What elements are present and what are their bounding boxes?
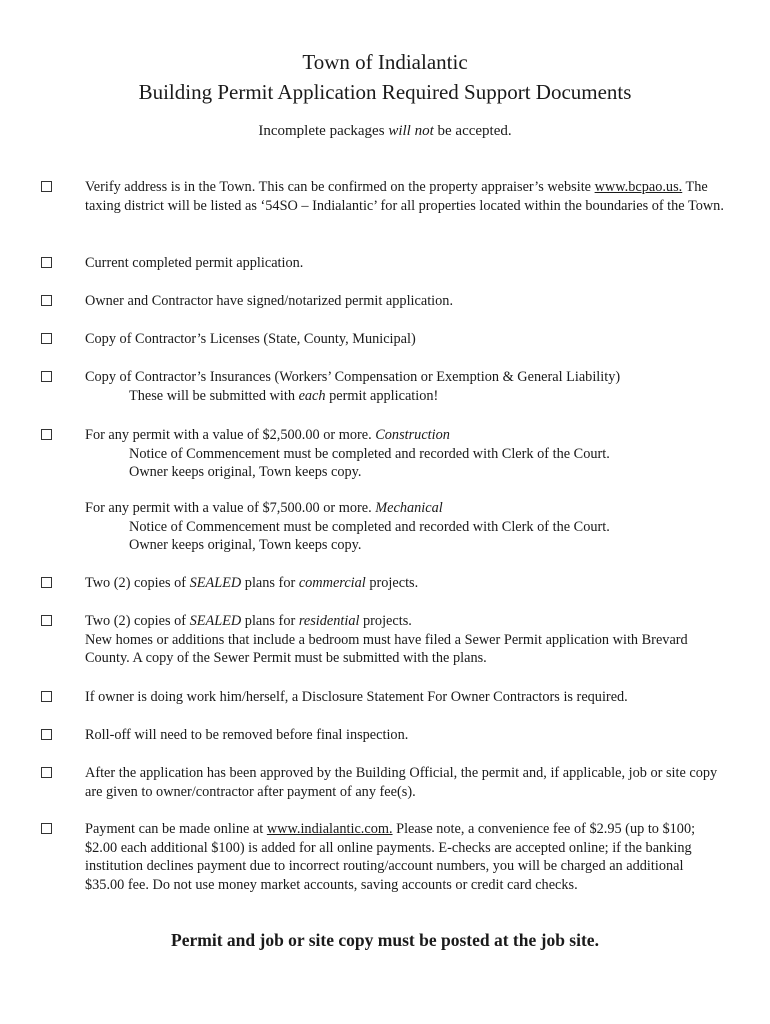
verify-text-pre: Verify address is in the Town. This can be confirmed on the property appraiser’s website <box>85 179 595 195</box>
residential-label: residential <box>298 613 360 629</box>
subtitle <box>0 123 770 140</box>
item-text-commercial <box>85 574 725 593</box>
title-line-1: Town of Indialantic <box>302 50 468 74</box>
construction-label: Construction <box>375 427 450 443</box>
item-text-payment <box>85 820 725 894</box>
item-text-signed: Owner and Contractor have signed/notarized permit application. <box>85 293 454 309</box>
residential-sealed: SEALED <box>189 613 242 629</box>
checkbox-application[interactable] <box>41 257 52 268</box>
mechanical-line-3: Owner keeps original, Town keeps copy. <box>129 537 362 553</box>
subtitle-emphasis: will not <box>388 123 434 139</box>
mechanical-line-1 <box>85 499 725 518</box>
commercial-label: commercial <box>298 575 366 591</box>
indialantic-link[interactable]: www.indialantic.com. <box>266 821 393 837</box>
verify-text-post: The taxing district will be listed as ‘54SO – Indialantic’ for all properties located within the boundaries of the Town. <box>85 179 724 214</box>
construction-line-1-pre: For any permit with a value of $2,500.00 or more. <box>85 427 376 443</box>
item-text-approval: After the application has been approved by the Building Official, the permit and, if applicable, job or site copy are given to owner/contractor after payment of any fee(s). <box>85 765 718 800</box>
footer-notice: Permit and job or site copy must be posted at the job site. <box>171 930 599 950</box>
insurance-line-2 <box>85 387 725 406</box>
checkbox-approval[interactable] <box>41 767 52 778</box>
checkbox-payment[interactable] <box>41 823 52 834</box>
item-text-owner-disclosure: If owner is doing work him/herself, a Disclosure Statement For Owner Contractors is required. <box>85 689 628 705</box>
residential-line-1 <box>85 612 725 631</box>
checkbox-rolloff[interactable] <box>41 729 52 740</box>
bcpao-link[interactable]: www.bcpao.us. <box>594 179 683 195</box>
item-text-rolloff: Roll-off will need to be removed before final inspection. <box>85 727 409 743</box>
page-title <box>0 47 770 107</box>
commercial-post: projects. <box>365 575 419 591</box>
commercial-mid: plans for <box>241 575 299 591</box>
mechanical-line-2: Notice of Commencement must be completed and recorded with Clerk of the Court. <box>129 518 610 535</box>
payment-pre: Payment can be made online at <box>85 821 267 837</box>
payment-post: Please note, a convenience fee of $2.95 (up to $100; $2.00 each additional $100) is added for all online payments. E-checks are accepted online; if the banking institution declines payment due to incorrect routing/account numbers, you will be charged an additional $35.00 fee. Do not use money market accounts, saving accounts or credit card checks. <box>85 821 696 893</box>
mechanical-label: Mechanical <box>375 500 443 516</box>
item-text-application: Current completed permit application. <box>85 255 304 271</box>
checkbox-signed[interactable] <box>41 295 52 306</box>
item-text-insurance <box>85 368 725 405</box>
item-text-licenses: Copy of Contractor’s Licenses (State, County, Municipal) <box>85 331 416 347</box>
subtitle-post: be accepted. <box>433 123 512 139</box>
residential-mid: plans for <box>241 613 299 629</box>
item-text-mechanical <box>85 499 725 555</box>
checkbox-owner-disclosure[interactable] <box>41 691 52 702</box>
mechanical-line-1-pre: For any permit with a value of $7,500.00 or more. <box>85 500 376 516</box>
residential-post: projects. <box>359 613 412 629</box>
checkbox-insurance[interactable] <box>41 371 52 382</box>
insurance-line-2-pre: These will be submitted with <box>129 387 299 404</box>
residential-pre: Two (2) copies of <box>85 613 190 629</box>
item-text-construction <box>85 426 725 482</box>
checkbox-licenses[interactable] <box>41 333 52 344</box>
checkbox-construction[interactable] <box>41 429 52 440</box>
checkbox-verify-address[interactable] <box>41 181 52 192</box>
commercial-pre: Two (2) copies of <box>85 575 190 591</box>
insurance-line-2-emphasis: each <box>298 387 326 404</box>
commercial-sealed: SEALED <box>189 575 242 591</box>
checkbox-residential[interactable] <box>41 615 52 626</box>
construction-line-3: Owner keeps original, Town keeps copy. <box>129 464 362 480</box>
construction-line-2: Notice of Commencement must be completed and recorded with Clerk of the Court. <box>129 445 610 462</box>
item-text-residential <box>85 612 725 668</box>
subtitle-pre: Incomplete packages <box>258 123 389 139</box>
item-text-verify-address <box>85 178 725 215</box>
insurance-line-1: Copy of Contractor’s Insurances (Workers’ Compensation or Exemption & General Liability) <box>85 369 621 385</box>
construction-line-1 <box>85 426 725 445</box>
residential-sewer-note: New homes or additions that include a bedroom must have filed a Sewer Permit application with Brevard County. A copy of the Sewer Permit must be submitted with the plans. <box>85 631 688 666</box>
insurance-line-2-post: permit application! <box>325 387 439 404</box>
title-line-2: Building Permit Application Required Support Documents <box>138 80 632 104</box>
checkbox-commercial[interactable] <box>41 577 52 588</box>
